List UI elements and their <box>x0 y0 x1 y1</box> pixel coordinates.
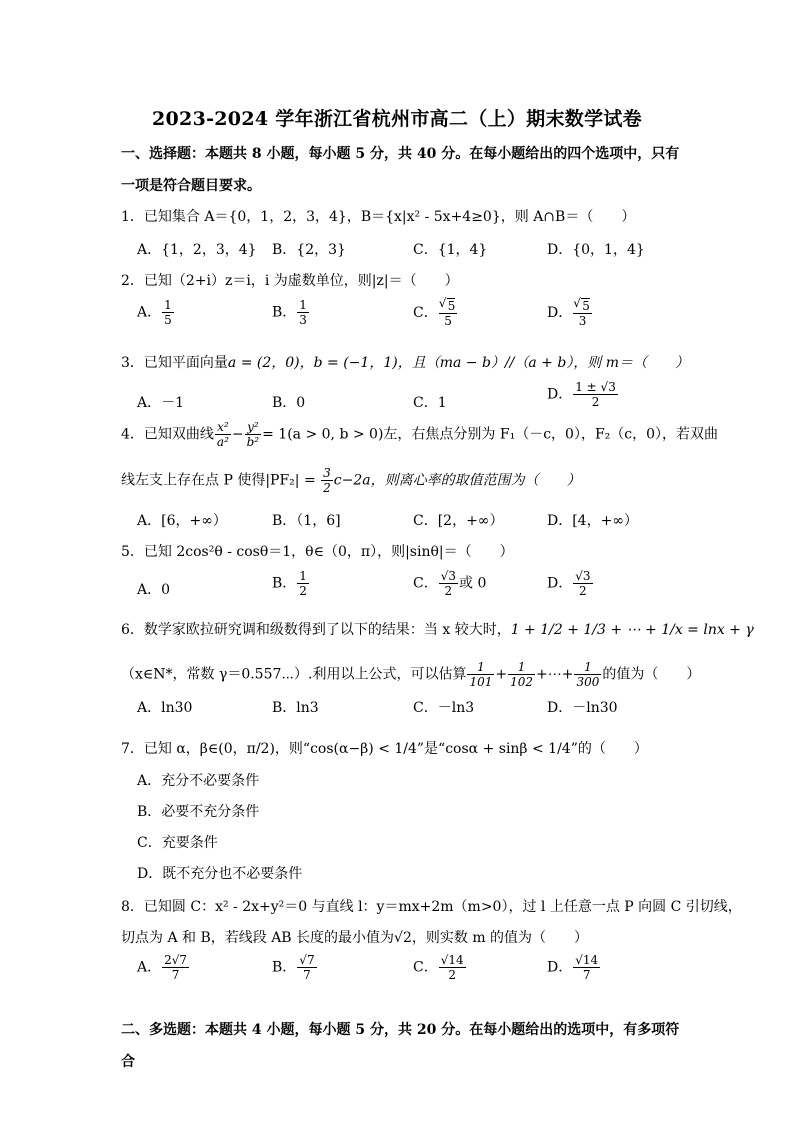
q3-stem-math: a = (2，0)，b = (−1，1)，且（ma − b）//（a + b），则 m＝（ ） <box>227 355 690 371</box>
question-8-stem-line-2: 切点为 A 和 B，若线段 AB 长度的最小值为√2，则实数 m 的值为（ ） <box>121 930 589 946</box>
fraction: $\frac{2√7}{7}$ <box>164 953 188 982</box>
q4-stem-prefix: 4．已知双曲线 <box>121 426 214 443</box>
q7-option-c: C．充要条件 <box>137 835 218 851</box>
q4-option-c: C．[2，+∞） <box>413 513 504 529</box>
option-label: C． <box>413 305 438 321</box>
q4-option-d: D．[4，+∞） <box>547 513 638 529</box>
question-8-stem-line-1: 8．已知圆 C：x² - 2x+y²＝0 与直线 l：y＝mx+2m（m>0），过 l 上任意一点 P 向圆 C 引切线， <box>121 899 742 915</box>
q4-option-b: B．（1，6] <box>272 513 341 529</box>
q6-line2-suffix: 的值为（ ） <box>602 666 701 683</box>
option-label: B． <box>272 575 297 592</box>
question-5-stem: 5．已知 2cos²θ - cosθ＝1，θ∈（0，π），则|sinθ|＝（ ） <box>121 544 514 560</box>
exam-title: 2023-2024 学年浙江省杭州市高二（上）期末数学试卷 <box>152 108 642 130</box>
hyperbola-fraction-y: $\frac{\text{y²}}{\text{b²}}$ <box>246 420 260 449</box>
q8-option-d <box>547 953 601 982</box>
question-6-stem-line-2: （x∈N*，常数 γ＝0.557⋯）.利用以上公式，可以估算 $\frac{1}{101}$ + $\frac{1}{102}$ +⋯+ $\frac{1}{300}$ 的值为（ ） <box>121 660 701 689</box>
question-6-stem-line-1 <box>121 619 754 639</box>
q5-option-a: A．0 <box>137 582 171 598</box>
q4-stem-suffix: = 1(a > 0, b > 0)左，右焦点分别为 F₁（－c，0），F₂（c，0），若双曲 <box>262 426 719 443</box>
section-2-heading: 二、多选题：本题共 4 小题，每小题 5 分，共 20 分。在每小题给出的选项中，有多项符合 <box>121 1022 680 1070</box>
q1-option-c: C．{1，4} <box>413 242 488 258</box>
fraction: $\frac{√7}{7}$ <box>299 953 315 982</box>
q3-option-b: B．0 <box>272 395 306 411</box>
q8-option-c <box>413 953 467 982</box>
q5-option-b <box>272 569 310 598</box>
option-label: A． <box>137 304 162 321</box>
question-3-stem <box>121 352 689 372</box>
q6-formula: 1 + 1/2 + 1/3 + ⋯ + 1/x = lnx + γ <box>510 622 754 638</box>
q1-option-d: D．{0，1，4} <box>547 242 645 258</box>
option-label: A． <box>137 959 162 976</box>
q5-option-c <box>413 569 486 598</box>
fraction: √ $\frac{5}{3}$ <box>573 298 592 328</box>
option-label: D． <box>547 575 573 592</box>
fraction: $\frac{1}{3}$ <box>299 298 307 327</box>
q6-line1-text: 6．数学家欧拉研究调和级数得到了以下的结果：当 x 较大时， <box>121 622 511 638</box>
q6-line2-prefix: （x∈N*，常数 γ＝0.557⋯）.利用以上公式，可以估算 <box>121 666 467 683</box>
q2-option-a <box>137 298 175 327</box>
fraction: √ $\frac{5}{5}$ <box>439 298 458 328</box>
q6-option-a: A．ln30 <box>137 700 193 716</box>
option-label: B． <box>272 959 297 976</box>
q5-option-d <box>547 569 594 598</box>
q6-option-c: C．－ln3 <box>413 700 475 716</box>
q6-option-d: D．－ln30 <box>547 700 618 716</box>
q4-line2-suffix: c−2a，则离心率的取值范围为（ ） <box>333 472 581 489</box>
q4-option-a: A．[6，+∞） <box>137 513 227 529</box>
q6-option-b: B．ln3 <box>272 700 319 716</box>
question-1-stem: 1．已知集合 A＝{0，1，2，3，4}，B＝{x|x² - 5x+4≥0}，则 A∩B＝（ ） <box>121 209 636 225</box>
question-4-stem-line-1: 4．已知双曲线 $\frac{\text{x²}}{\text{a²}}$ − $\frac{\text{y²}}{\text{b²}}$ = 1(a > 0, b > 0)左，右焦点分别为 F₁（－c，0），F₂（c，0），若双曲 <box>121 420 719 449</box>
option-label: D． <box>547 305 573 321</box>
q7-option-b: B．必要不充分条件 <box>137 804 260 820</box>
q7-option-d: D．既不充分也不必要条件 <box>137 866 303 882</box>
q2-option-d <box>547 298 593 328</box>
q2-option-b <box>272 298 310 327</box>
hyperbola-fraction-x: $\frac{\text{x²}}{\text{a²}}$ <box>216 420 229 449</box>
q3-stem-prefix: 3．已知平面向量 <box>121 355 228 371</box>
q1-option-a: A．{1，2，3，4} <box>137 242 257 258</box>
fraction: $\frac{1 \pm √3}{2}$ <box>575 380 616 409</box>
fraction: $\frac{√3}{2}$ <box>440 569 456 598</box>
fraction-1-101: $\frac{1}{101}$ <box>469 660 493 689</box>
fraction: $\frac{1}{2}$ <box>299 569 307 598</box>
option-label: B． <box>272 304 297 321</box>
option-label: C． <box>413 959 438 976</box>
option-label: C． <box>413 575 438 592</box>
fraction: $\frac{√14}{2}$ <box>440 953 464 982</box>
fraction-1-300: $\frac{1}{300}$ <box>576 660 600 689</box>
question-7-stem: 7．已知 α，β∈(0，π/2)，则“cos(α−β) < 1/4”是“cosα + sinβ < 1/4”的（ ） <box>121 741 648 757</box>
q7-option-a: A．充分不必要条件 <box>137 773 260 789</box>
q1-option-b: B．{2，3} <box>272 242 346 258</box>
q2-option-c <box>413 298 458 328</box>
q5-c-suffix: 或 0 <box>459 575 487 592</box>
q8-option-a <box>137 953 190 982</box>
q3-option-a: A．－1 <box>137 395 185 411</box>
q3-option-c: C．1 <box>413 395 447 411</box>
option-label: D． <box>547 386 573 403</box>
q4-line2-prefix: 线左支上存在点 P 使得|PF₂| = <box>121 472 321 489</box>
q8-option-b <box>272 953 318 982</box>
fraction: $\frac{1}{5}$ <box>164 298 172 327</box>
section-1-heading: 一、选择题：本题共 8 小题，每小题 5 分，共 40 分。在每小题给出的四个选项中，只有一项是符合题目要求。 <box>121 146 680 194</box>
option-label: D． <box>547 959 573 976</box>
question-4-stem-line-2 <box>121 466 581 495</box>
fraction-1-102: $\frac{1}{102}$ <box>510 660 534 689</box>
question-2-stem: 2．已知（2+i）z＝i，i 为虚数单位，则|z|＝（ ） <box>121 273 459 289</box>
fraction-3-2: $\frac{3}{2}$ <box>323 466 331 495</box>
fraction: $\frac{√14}{7}$ <box>575 953 599 982</box>
q3-option-d <box>547 380 619 409</box>
fraction: $\frac{√3}{2}$ <box>575 569 591 598</box>
